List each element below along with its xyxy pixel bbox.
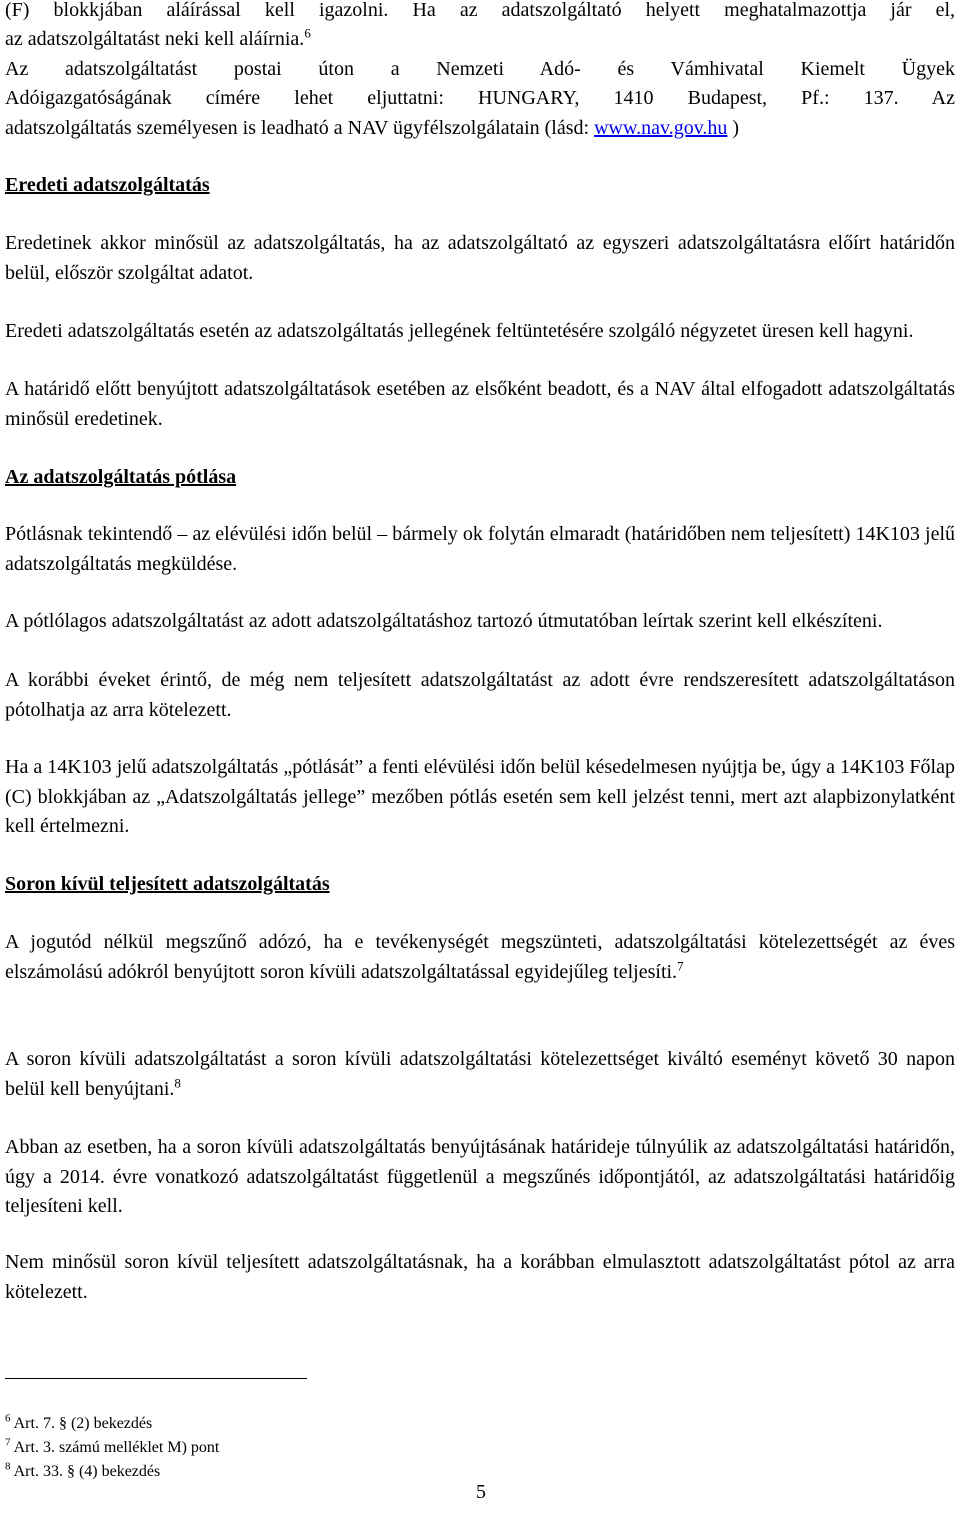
paragraph-potlas-4: Ha a 14K103 jelű adatszolgáltatás „pótlását” a fenti elévülési időn belül késedelmesen nyújtja be, úgy a 14K103 Főlap (C) blokkjában az „Adatszolgáltatás jellege” mezőben pótlás esetén sem kell jelzést tenni, mert azt alapbizonylatként kell értelmezni. (5, 756, 955, 837)
top-line-2: az adatszolgáltatást neki kell aláírnia.$^6$ (5, 25, 311, 50)
nav-website-link[interactable]: www.nav.gov.hu (594, 117, 728, 139)
paragraph-soron-kivul-3: Abban az esetben, ha a soron kívüli adatszolgáltatás benyújtásának határideje túlnyúlik az adatszolgáltatási határidőn, úgy a 2014. évre vonatkozó adatszolgáltatást függetlenül a megszűnés időpontjától, az adatszolgáltatási határidőig teljesíteni kell. (5, 1136, 955, 1217)
heading-adatszolgaltatas-potlasa: Az adatszolgáltatás pótlása (5, 466, 237, 488)
paragraph-soron-kivul-4: Nem minősül soron kívül teljesített adatszolgáltatásnak, ha a korábban elmulasztott adatszolgáltatást pótol az arra kötelezett. (5, 1251, 955, 1303)
footnote-7: $^7$ Art. 3. számú melléklet M) pont (5, 1436, 220, 1456)
heading-eredeti-adatszolgaltatas: Eredeti adatszolgáltatás (5, 174, 210, 196)
footnote-8: $^8$ Art. 33. § (4) bekezdés (5, 1460, 161, 1480)
top-line-1: (F) blokkjában aláírással kell igazolni. Ha az adatszolgáltató helyett meghatalmazottja jár el, (5, 0, 955, 21)
paragraph-potlas-3: A korábbi éveket érintő, de még nem teljesített adatszolgáltatást az adott évre rendszeresített adatszolgáltatáson pótolhatja az arra kötelezett. (5, 669, 955, 721)
paragraph-soron-kivul-2: A soron kívüli adatszolgáltatást a soron kívüli adatszolgáltatási kötelezettséget kiváltó eseményt követő 30 napon belül kell benyújtani.$^8$ (5, 1048, 955, 1100)
footnote-6: $^6$ Art. 7. § (2) bekezdés (5, 1412, 153, 1432)
top-line-3: Az adatszolgáltatást postai úton a Nemzeti Adó- és Vámhivatal Kiemelt Ügyek (5, 58, 955, 80)
page-number: 5 (476, 1481, 486, 1503)
paragraph-eredeti-3: A határidő előtt benyújtott adatszolgáltatások esetében az elsőként beadott, és a NAV által elfogadott adatszolgáltatás minősül eredetinek. (5, 378, 955, 430)
footnote-ref-6: 6 (304, 25, 311, 41)
paragraph-eredeti-1: Eredetinek akkor minősül az adatszolgáltatás, ha az adatszolgáltató az egyszeri adatszolgáltatásra előírt határidőn belül, először szolgáltat adatot. (5, 232, 955, 284)
paragraph-potlas-1: Pótlásnak tekintendő – az elévülési időn belül – bármely ok folytán elmaradt (határidőben nem teljesített) 14K103 jelű adatszolgáltatás megküldése. (5, 523, 955, 575)
top-line-4: Adóigazgatóságának címére lehet eljuttatni: HUNGARY, 1410 Budapest, Pf.: 137. Az (5, 87, 955, 109)
heading-soron-kivul: Soron kívül teljesített adatszolgáltatás (5, 873, 330, 895)
paragraph-soron-kivul-1: A jogutód nélkül megszűnő adózó, ha e tevékenységét megszünteti, adatszolgáltatási kötelezettségét az éves elszámolású adókról benyújtott soron kívüli adatszolgáltatással egyidejűleg teljesíti.$^7$ (5, 931, 955, 983)
paragraph-potlas-2: A pótlólagos adatszolgáltatást az adott adatszolgáltatáshoz tartozó útmutatóban leírtak szerint kell elkészíteni. (5, 610, 883, 632)
top-line-5: adatszolgáltatás személyesen is leadható a NAV ügyfélszolgálatain (lásd: www.nav.gov.hu ) (5, 117, 740, 139)
footnote-ref-8: 8 (174, 1074, 181, 1090)
paragraph-eredeti-2: Eredeti adatszolgáltatás esetén az adatszolgáltatás jellegének feltüntetésére szolgáló négyzetet üresen kell hagyni. (5, 320, 914, 342)
footnote-ref-7: 7 (677, 957, 684, 973)
footnote-separator (5, 1378, 307, 1379)
